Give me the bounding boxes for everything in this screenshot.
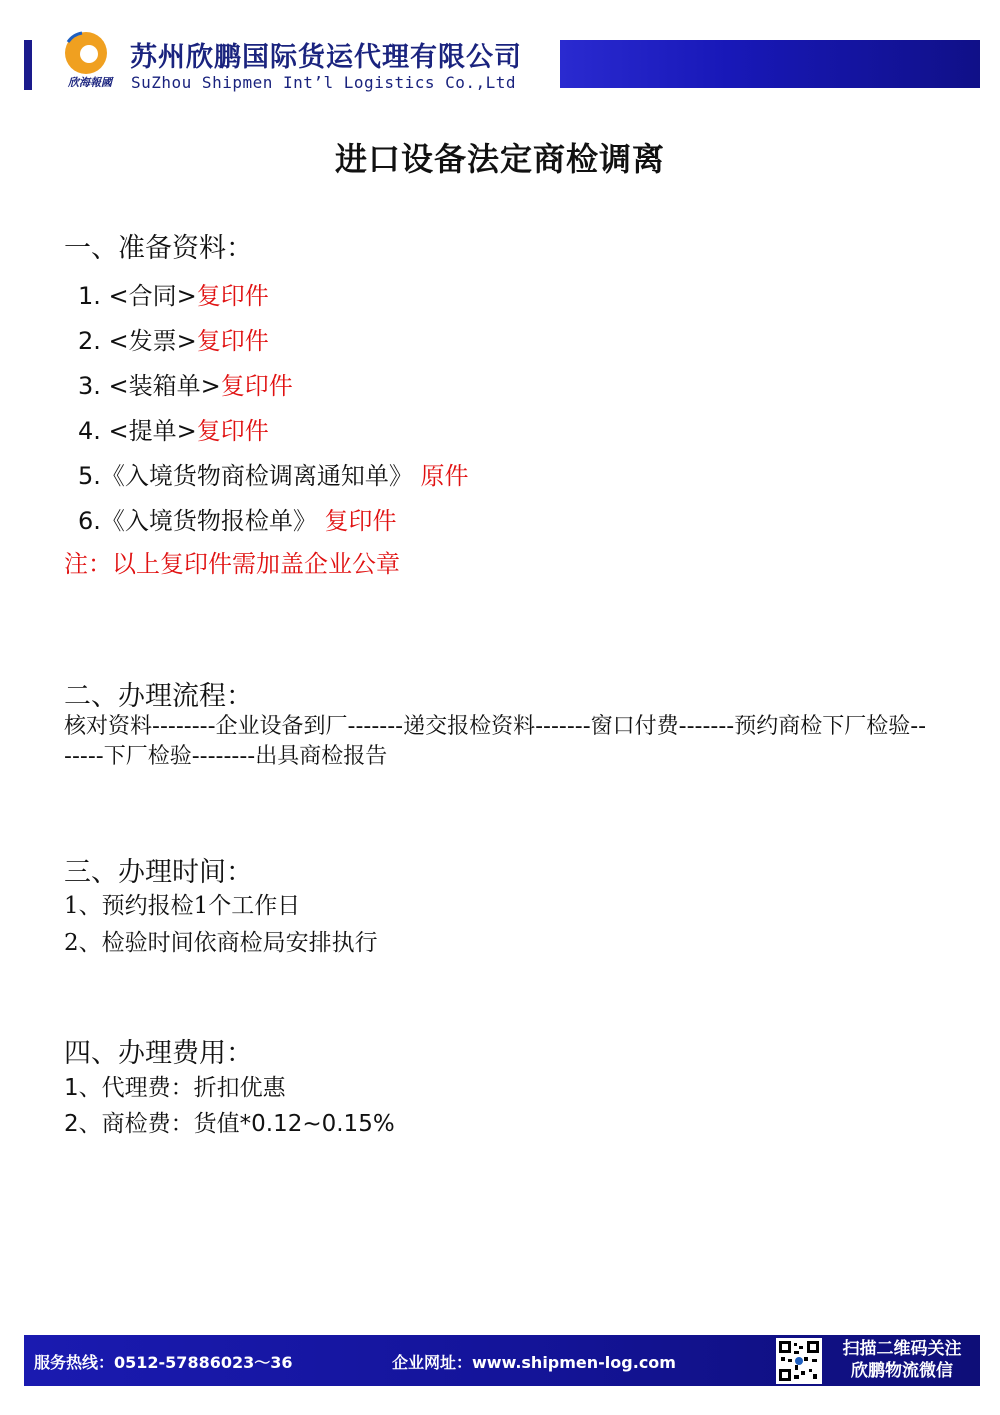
section-process-heading: 二、办理流程： <box>64 681 253 712</box>
footer-website[interactable]: 企业网址：www.shipmen-log.com <box>392 1353 676 1372</box>
material-item <box>78 501 397 536</box>
material-item <box>78 321 269 356</box>
footer-scan-line2: 欣鹏物流微信 <box>851 1361 953 1381</box>
material-item-label: 1. <合同> <box>78 282 197 310</box>
section-time-heading: 三、办理时间： <box>64 857 253 888</box>
material-item-label: 3. <装箱单> <box>78 372 221 400</box>
process-flow: 核对资料--------企业设备到厂-------递交报检资料-------窗口付费-------预约商检下厂检验-------下厂检验--------出具商检报告 <box>64 714 927 769</box>
time-line: 1、预约报检1个工作日 <box>64 893 301 919</box>
footer-scan-line1: 扫描二维码关注 <box>842 1339 962 1359</box>
footer-hotline: 服务热线：0512-57886023～36 <box>34 1353 293 1372</box>
time-line: 2、检验时间依商检局安排执行 <box>64 930 378 956</box>
header-right-bar <box>560 40 980 88</box>
footer-bar <box>24 1335 980 1386</box>
materials-note: 注：以上复印件需加盖企业公章 <box>64 550 400 578</box>
fee-line: 2、商检费：货值*0.12~0.15% <box>64 1111 395 1137</box>
material-item-label: 4. <提单> <box>78 417 197 445</box>
material-item-tag: 复印件 <box>196 282 269 310</box>
header-left-bar <box>24 40 32 90</box>
material-item <box>78 411 269 446</box>
logo-text: 欣海報國 <box>68 76 112 89</box>
material-item-tag: 复印件 <box>196 327 269 355</box>
company-logo-icon <box>56 28 116 78</box>
fee-line: 1、代理费：折扣优惠 <box>64 1075 286 1101</box>
qr-code-icon[interactable] <box>776 1338 822 1384</box>
material-item <box>78 366 293 401</box>
footer-scan-text <box>832 1338 972 1382</box>
material-item-label: 2. <发票> <box>78 327 197 355</box>
material-item <box>78 276 269 311</box>
material-item-tag: 复印件 <box>324 507 397 535</box>
material-item-tag: 原件 <box>420 462 469 490</box>
section-materials-heading: 一、准备资料： <box>64 233 253 264</box>
company-name-en: SuZhou Shipmen Int’l Logistics Co.,Ltd <box>131 73 517 92</box>
material-item <box>78 456 469 491</box>
material-item-tag: 复印件 <box>196 417 269 445</box>
material-item-tag: 复印件 <box>220 372 293 400</box>
section-fees-heading: 四、办理费用： <box>64 1038 253 1069</box>
company-name-cn: 苏州欣鹏国际货运代理有限公司 <box>130 42 522 73</box>
material-item-label: 6.《入境货物报检单》 <box>78 507 317 535</box>
material-item-label: 5.《入境货物商检调离通知单》 <box>78 462 413 490</box>
document-title: 进口设备法定商检调离 <box>334 140 665 178</box>
